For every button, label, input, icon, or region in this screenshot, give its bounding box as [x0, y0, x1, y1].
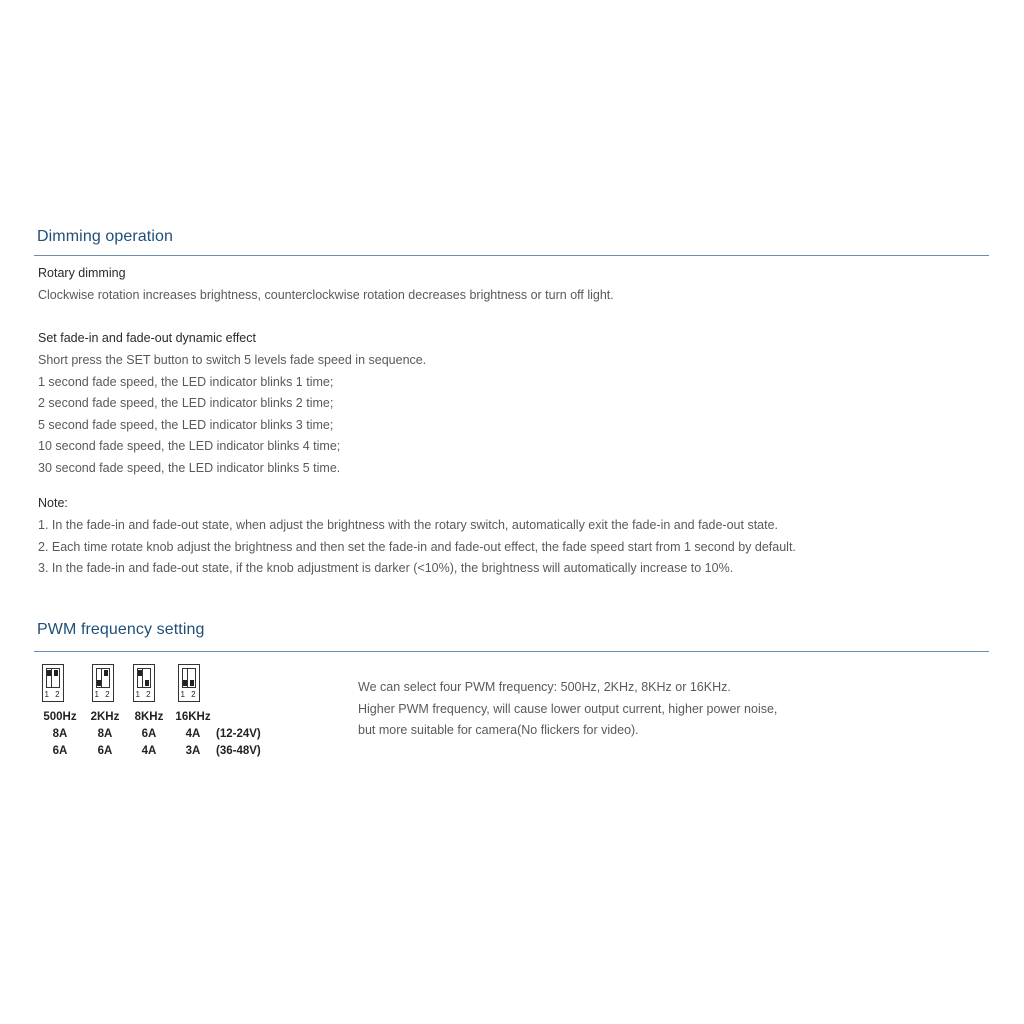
- dip-switch-16khz: [178, 664, 200, 702]
- rotary-text: [38, 285, 614, 307]
- note-line: 3. In the fade-in and fade-out state, if the knob adjustment is darker (<10%), the brightness will automatically increase to 10%.: [38, 561, 734, 575]
- freq-2khz: 2KHz: [90, 710, 120, 723]
- note-title: Note:: [38, 496, 68, 510]
- dip-switch-500hz: [42, 664, 64, 702]
- rotary-title: Rotary dimming: [38, 266, 126, 280]
- current-row-36-48v: [38, 742, 268, 759]
- fade-title: Set fade-in and fade-out dynamic effect: [38, 331, 256, 345]
- table-cell: 6A: [52, 744, 68, 757]
- dip-switch-numbers: 1 2: [94, 690, 112, 699]
- dip-switch-numbers: 1 2: [135, 690, 153, 699]
- fade-line: 10 second fade speed, the LED indicator blinks 4 time;: [38, 439, 341, 453]
- voltage-label: (36-48V): [216, 744, 261, 757]
- fade-line: 2 second fade speed, the LED indicator blinks 2 time;: [38, 396, 334, 410]
- table-cell: 6A: [97, 744, 113, 757]
- table-cell: 3A: [185, 744, 201, 757]
- dip-switch-2khz: [92, 664, 114, 702]
- pwm-heading: PWM frequency setting: [37, 621, 205, 638]
- table-cell: 4A: [185, 727, 201, 740]
- section-divider: [34, 255, 989, 256]
- current-row-12-24v: [38, 725, 268, 742]
- dip-switch-8khz: [133, 664, 155, 702]
- note-line: 1. In the fade-in and fade-out state, when adjust the brightness with the rotary switch, automatically exit the fade-in and fade-out state.: [38, 518, 779, 532]
- freq-16khz: 16KHz: [175, 710, 211, 723]
- pwm-description-line: Higher PWM frequency, will cause lower output current, higher power noise,: [358, 701, 778, 716]
- dimming-heading: Dimming operation: [37, 228, 173, 245]
- fade-line: 1 second fade speed, the LED indicator blinks 1 time;: [38, 374, 334, 389]
- freq-8khz: 8KHz: [134, 710, 164, 723]
- table-cell: 8A: [97, 727, 113, 740]
- fade-line: 30 second fade speed, the LED indicator blinks 5 time.: [38, 460, 341, 475]
- freq-500hz: 500Hz: [43, 710, 77, 723]
- pwm-description: [358, 677, 777, 742]
- dip-switch-diagrams: [38, 664, 238, 704]
- voltage-label: (12-24V): [216, 727, 261, 740]
- fade-line: 5 second fade speed, the LED indicator blinks 3 time;: [38, 417, 334, 432]
- rotary-text-line: Clockwise rotation increases brightness, counterclockwise rotation decreases brightness or turn off light.: [38, 288, 614, 302]
- section-divider: [34, 651, 989, 652]
- dip-switch-numbers: 1 2: [180, 690, 198, 699]
- table-cell: 6A: [141, 727, 157, 740]
- dip-switch-numbers: 1 2: [44, 690, 62, 699]
- pwm-description-line: but more suitable for camera(No flickers for video).: [358, 723, 639, 737]
- table-cell: 4A: [141, 744, 157, 757]
- pwm-description-line: We can select four PWM frequency: 500Hz, 2KHz, 8KHz or 16KHz.: [358, 680, 731, 694]
- pwm-current-table: [38, 708, 268, 759]
- note-line: 2. Each time rotate knob adjust the brightness and then set the fade-in and fade-out effect, the fade speed start from 1 second by default.: [38, 539, 796, 554]
- frequency-row: [38, 708, 268, 725]
- fade-lines: [38, 350, 426, 479]
- note-lines: [38, 515, 796, 580]
- fade-line: Short press the SET button to switch 5 levels fade speed in sequence.: [38, 353, 427, 367]
- table-cell: 8A: [52, 727, 68, 740]
